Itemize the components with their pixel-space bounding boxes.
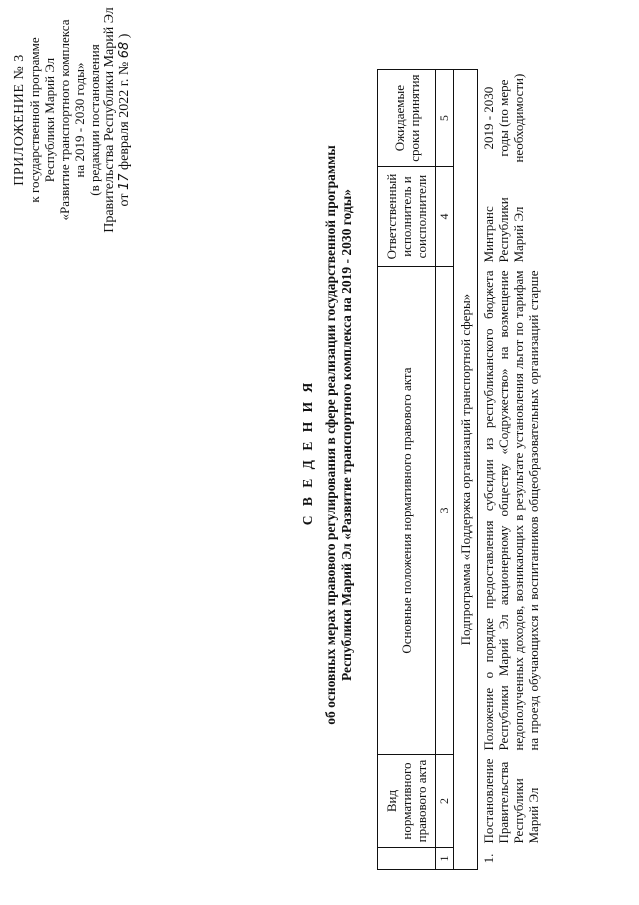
row-executor: Минтранс Республики Марий Эл (481, 197, 526, 263)
appendix-date-line (117, 0, 132, 240)
appendix-line: на 2019 - 2030 годы» (72, 62, 87, 178)
appendix-line: Республики Марий Эл (42, 57, 57, 183)
date-day: 17 (117, 173, 132, 191)
column-number: 5 (436, 70, 454, 167)
document-subtitle (323, 35, 355, 835)
date-number: 68 (117, 41, 132, 59)
header-cell-type: Вид нормативного правового акта (378, 755, 436, 848)
subprogram-row (454, 70, 478, 870)
document-title: С В Е Д Е Н И Я (300, 379, 315, 526)
date-suffix: ) (117, 33, 132, 39)
column-number: 1 (436, 848, 454, 870)
row-content: Положение о порядке предоставления субсидии из республиканского бюджета Республики Марий Эл акционерному обществу «Содружество» на возмещение недополученных доходов, возникающих в результате установления льгот по тарифам на проезд обучающихся и воспитанников общеобразовательных организаций старше (481, 270, 541, 751)
row-number: 1. (481, 853, 496, 864)
column-number: 3 (436, 267, 454, 755)
appendix-title: ПРИЛОЖЕНИЕ № 3 (12, 54, 27, 186)
appendix-block (12, 0, 132, 240)
appendix-line: (в редакции постановления (87, 44, 102, 196)
table-row (478, 70, 544, 870)
header-cell-deadline: Ожидаемые сроки принятия (378, 70, 436, 167)
header-cell-executor: Ответственный исполнитель и соисполнители (378, 167, 436, 267)
subtitle-line: Республики Марий Эл «Развитие транспортного комплекса на 2019 - 2030 годы» (339, 188, 354, 682)
appendix-line: Правительства Республики Марий Эл (102, 7, 117, 233)
subprogram-title: Подпрограмма «Поддержка организаций транспортной сферы» (454, 70, 478, 870)
column-number-row (436, 70, 454, 870)
appendix-line: к государственной программе (27, 37, 42, 203)
header-row (378, 70, 436, 870)
date-prefix: от (117, 193, 132, 207)
date-rest: февраля 2022 г. № (117, 61, 132, 170)
appendix-line: «Развитие транспортного комплекса (57, 19, 72, 221)
column-number: 2 (436, 755, 454, 848)
subtitle-line: об основных мерах правового регулирования в сфере реализации государственной программы (323, 145, 338, 725)
row-deadline: 2019 - 2030 годы (по мере необходимости) (481, 73, 526, 163)
measures-table (377, 69, 543, 870)
header-cell-content: Основные положения нормативного правового акта (378, 267, 436, 755)
header-cell-num (378, 848, 436, 870)
column-number: 4 (436, 167, 454, 267)
row-act-type: Постановление Правительства Республики Марий Эл (481, 758, 541, 844)
